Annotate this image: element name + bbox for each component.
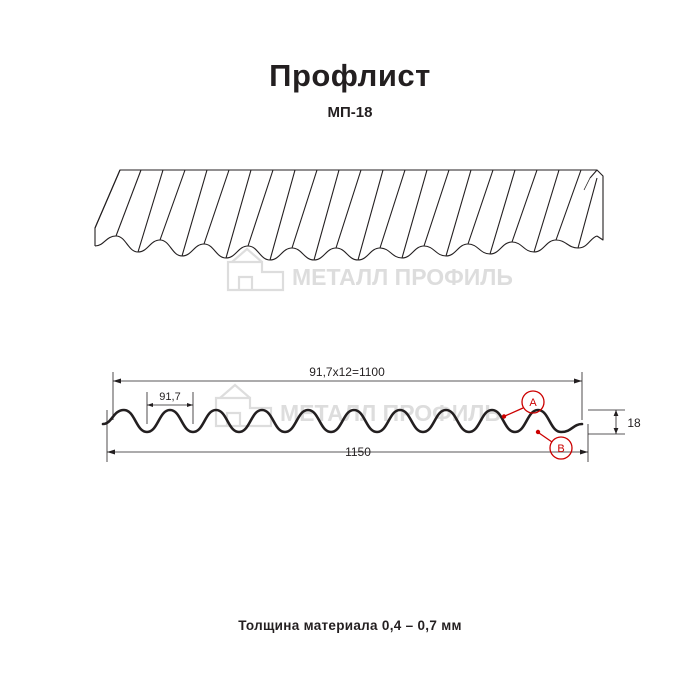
callout-a-label: A — [529, 397, 537, 409]
watermark-text-2: МЕТАЛЛ ПРОФИЛЬ — [280, 400, 501, 426]
callout-b-label: B — [557, 443, 565, 455]
dimension-height: 18 — [627, 416, 641, 430]
watermark-text: МЕТАЛЛ ПРОФИЛЬ — [292, 264, 513, 290]
dimension-pitch: 91,7 — [159, 391, 181, 403]
callout-a — [502, 391, 544, 419]
corrugated-panel-3d — [95, 170, 603, 260]
material-thickness-note: Толщина материала 0,4 – 0,7 мм — [238, 618, 462, 633]
watermark-top — [228, 249, 513, 290]
house-logo-icon-2 — [216, 385, 271, 426]
dimension-overall-bottom: 1150 — [345, 445, 371, 459]
house-logo-icon — [228, 249, 283, 290]
product-code: МП-18 — [327, 104, 373, 121]
callout-b — [536, 430, 572, 459]
page-title: Профлист — [269, 58, 431, 93]
dimension-overall-top: 91,7х12=1100 — [309, 365, 385, 379]
